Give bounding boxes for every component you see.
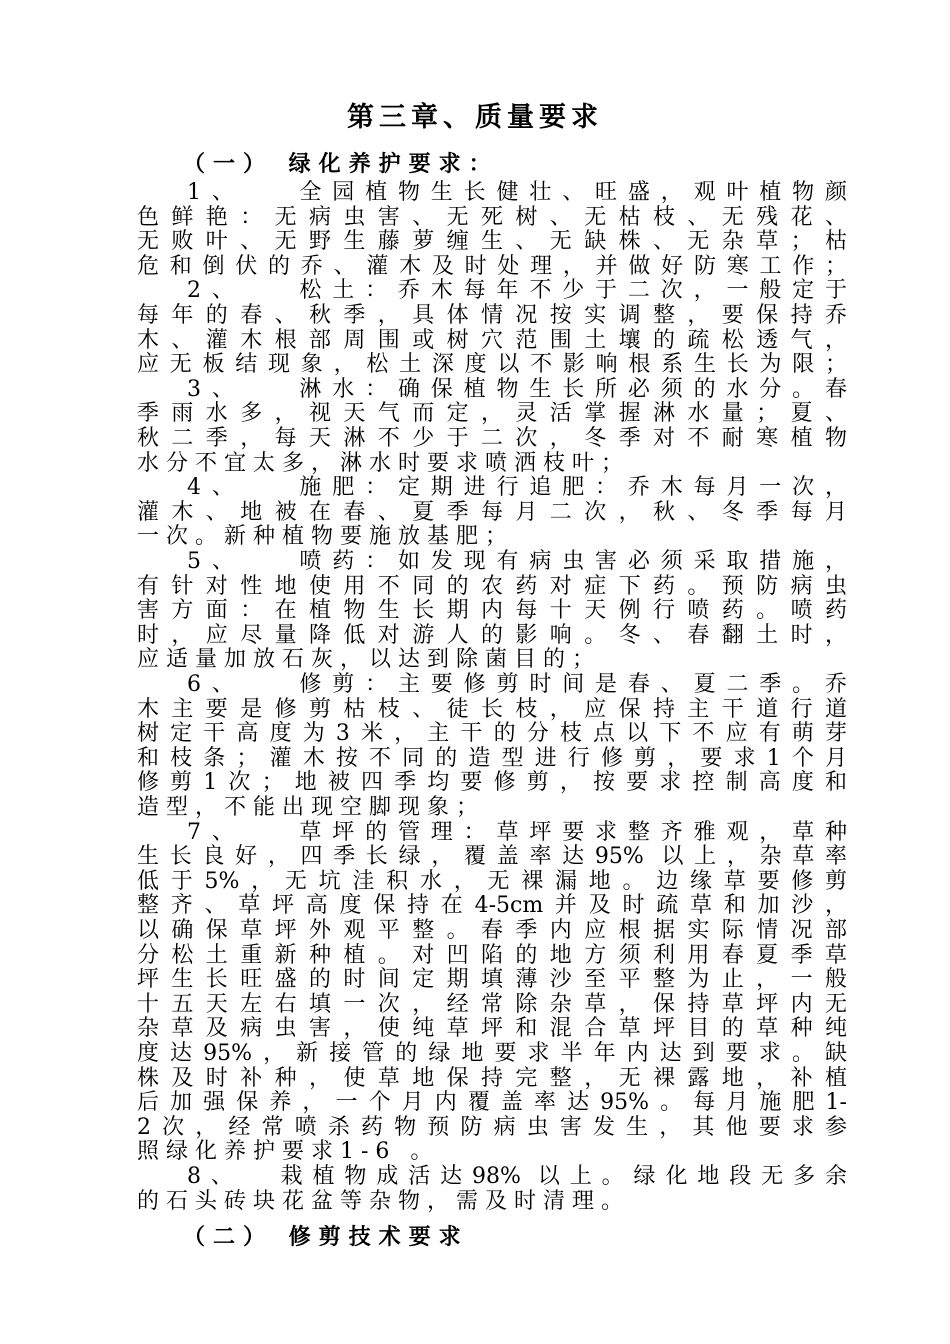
text-line: 后加强保养，一个月内覆盖率达95%。每月施肥1- xyxy=(137,1090,847,1116)
text-line: 木、灌木根部周围或树穴范围土壤的疏松透气， xyxy=(137,327,847,353)
text-line: 木主要是修剪枯枝、徒长枝，应保持主干道行道 xyxy=(137,696,847,722)
text-line: 造型，不能出现空脚现象； xyxy=(137,795,486,820)
text-line: 6、 修剪：主要修剪时间是春、夏二季。乔 xyxy=(187,672,847,697)
text-line: 8、 栽植物成活达98% 以上。绿化地段无多余 xyxy=(187,1164,847,1189)
text-line: 生长良好，四季长绿，覆盖率达95% 以上，杂草率 xyxy=(137,844,847,870)
text-line: 7、 草坪的管理：草坪要求整齐雅观，草种 xyxy=(187,819,847,845)
text-line: 株及时补种，使草地保持完整，无裸露地，补植 xyxy=(137,1065,847,1091)
text-line: 秋二季，每天淋不少于二次，冬季对不耐寒植物 xyxy=(137,426,847,451)
section-heading-1: （一） 绿化养护要求： xyxy=(183,152,499,177)
text-line: 坪生长旺盛的时间定期填薄沙至平整为止，一般 xyxy=(137,967,847,993)
text-line: 度达95%，新接管的绿地要求半年内达到要求。缺 xyxy=(137,1041,847,1066)
text-line: 照绿化养护要求1-6 。 xyxy=(137,1139,440,1165)
text-line: 分松土重新种植。对凹陷的地方须利用春夏季草 xyxy=(137,942,847,968)
text-line: 季雨水多，视天气而定，灵活掌握淋水量；夏、 xyxy=(137,401,847,427)
section-heading-2: （二） 修剪技术要求 xyxy=(183,1225,469,1250)
text-line: 时，应尽量降低对游人的影响。冬、春翻土时， xyxy=(137,622,847,648)
text-line: 以确保草坪外观平整。春季内应根据实际情况部 xyxy=(137,918,847,943)
text-line: 害方面：在植物生长期内每十天例行喷药。喷药 xyxy=(137,598,847,624)
text-line: 低于5%，无坑洼积水，无裸漏地。边缘草要修剪 xyxy=(137,868,847,894)
text-line: 无败叶、无野生藤萝缠生、无缺株、无杂草；枯 xyxy=(137,229,847,255)
text-line: 灌木、地被在春、夏季每月二次，秋、冬季每月 xyxy=(137,499,847,525)
text-line: 十五天左右填一次，经常除杂草，保持草坪内无 xyxy=(137,991,847,1017)
text-line: 有针对性地使用不同的农药对症下药。预防病虫 xyxy=(137,573,847,599)
text-line: 1、 全园植物生长健壮、旺盛，观叶植物颜 xyxy=(187,180,847,205)
text-line: 2次，经常喷杀药物预防病虫害发生，其他要求参 xyxy=(137,1114,847,1140)
text-line: 每年的春、秋季，具体情况按实调整，要保持乔 xyxy=(137,303,847,328)
text-line: 4、 施肥：定期进行追肥：乔木每月一次， xyxy=(187,475,847,501)
text-line: 应适量加放石灰，以达到除菌目的； xyxy=(137,647,602,673)
text-line: 危和倒伏的乔、灌木及时处理，并做好防寒工作； xyxy=(137,253,847,279)
text-line: 和枝条；灌木按不同的造型进行修剪，要求1个月 xyxy=(137,745,847,771)
text-line: 水分不宜太多，淋水时要求喷洒枝叶； xyxy=(137,450,631,476)
text-line: 应无板结现象，松土深度以不影响根系生长为限； xyxy=(137,352,847,378)
text-line: 树定干高度为3米，主干的分枝点以下不应有萌芽 xyxy=(137,721,847,747)
text-line: 3、 淋水：确保植物生长所必须的水分。春 xyxy=(187,376,847,402)
text-line: 5、 喷药：如发现有病虫害必须采取措施， xyxy=(187,549,847,574)
text-line: 修剪1次；地被四季均要修剪，按要求控制高度和 xyxy=(137,770,847,796)
text-line: 整齐、草坪高度保持在4-5cm并及时疏草和加沙， xyxy=(137,893,847,919)
text-line: 一次。新种植物要施放基肥； xyxy=(137,524,515,550)
chapter-title: 第三章、质量要求 xyxy=(347,102,603,133)
text-line: 的石头砖块花盆等杂物，需及时清理。 xyxy=(137,1188,631,1214)
text-line: 色鲜艳：无病虫害、无死树、无枯枝、无残花、 xyxy=(137,204,847,230)
text-line: 2、 松土：乔木每年不少于二次，一般定于 xyxy=(187,278,847,304)
text-line: 杂草及病虫害，使纯草坪和混合草坪目的草种纯 xyxy=(137,1016,847,1042)
